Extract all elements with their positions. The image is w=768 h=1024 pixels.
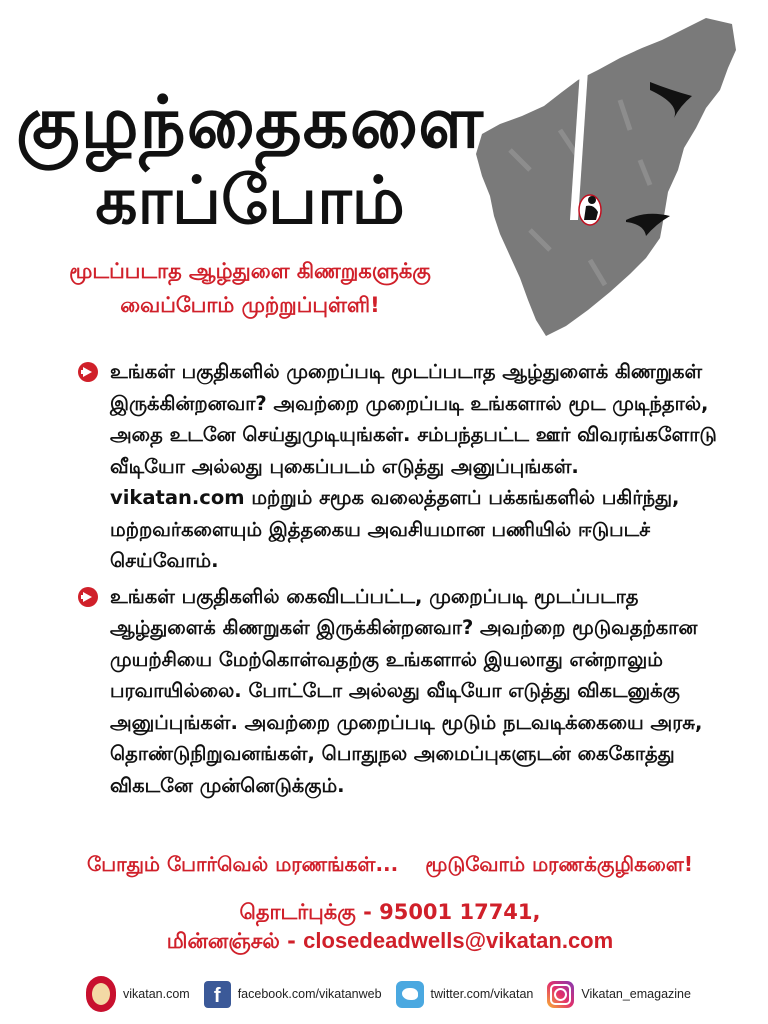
instruction-item-1: [78, 356, 718, 577]
child-figure-head: [588, 196, 596, 204]
footer-label-website: vikatan.com: [123, 987, 190, 1001]
footer-item-facebook[interactable]: [204, 981, 382, 1008]
contact-phone: தொடர்புக்கு - 95001 17741,: [239, 900, 541, 924]
instruction-text-2: உங்கள் பகுதிகளில் கைவிடப்பட்ட, முறைப்படி மூடப்படாத ஆழ்துளைக் கிணறுகள் இருக்கின்றனவா? அவற்றை மூடுவதற்கான முயற்சியை மேற்கொள்வதற்கு உங்களால் இயலாது என்றாலும் பரவாயில்லை. போட்டோ அல்லது வீடியோ எடுத்து விகடனுக்கு அனுப்புங்கள். அவற்றை முறைப்படி மூடும் நடவடிக்கையை அரசு, தொண்டுநிறுவனங்கள், பொதுநல அமைப்புகளுடன் கைகோத்து விகடனே முன்னெடுக்கும்.: [110, 584, 703, 797]
footer-social-bar: [86, 974, 691, 1014]
instruction-item-2: [78, 581, 718, 802]
instruction-text-1: உங்கள் பகுதிகளில் முறைப்படி மூடப்படாத ஆழ்துளைக் கிணறுகள் இருக்கின்றனவா? அவற்றை முறைப்படி உங்களால் மூட முடிந்தால், அதை உடனே செய்துமுடியுங்கள். சம்பந்தபட்ட ஊர் விவரங்களோடு வீடியோ அல்லது புகைப்படம் எடுத்து அனுப்புங்கள். vikatan.com மற்றும் சமூக வலைத்தளப் பக்கங்களில் பகிர்ந்து, மற்றவர்களையும் இத்தகைய அவசியமான பணியில் ஈடுபடச் செய்வோம்.: [110, 360, 717, 572]
poster-title-line2: காப்போம்: [95, 162, 405, 239]
slogan: [70, 852, 710, 879]
poster-title-line1: குழந்தைகளை: [16, 80, 484, 164]
slogan-part1: போதும் போர்வெல் மரணங்கள்...: [87, 852, 399, 876]
twitter-icon: [396, 981, 424, 1008]
footer-label-instagram: Vikatan_emagazine: [581, 987, 691, 1001]
red-arrow-bullet-icon: [78, 362, 98, 382]
vikatan-logo-icon: [86, 976, 116, 1012]
tamil-nadu-map-illustration: [470, 10, 760, 340]
instructions-list: [78, 356, 718, 801]
contact-email-line: [70, 928, 710, 956]
red-arrow-bullet-icon: [78, 587, 98, 607]
subtitle-line2: வைப்போம் முற்றுப்புள்ளி!: [120, 293, 380, 317]
footer-item-website[interactable]: [86, 976, 190, 1012]
email-link[interactable]: closedeadwells@vikatan.com: [303, 928, 614, 953]
footer-item-twitter[interactable]: [396, 981, 534, 1008]
instagram-icon: [547, 981, 574, 1008]
map-shape: [476, 18, 736, 336]
subtitle-line1: மூடப்படாத ஆழ்துளை கிணறுகளுக்கு: [69, 259, 431, 283]
facebook-icon: f: [204, 981, 231, 1008]
email-label: மின்னஞ்சல் -: [166, 929, 304, 953]
slogan-part2: மூடுவோம் மரணக்குழிகளை!: [425, 852, 693, 876]
footer-label-twitter: twitter.com/vikatan: [430, 987, 534, 1001]
footer-item-instagram[interactable]: [547, 981, 691, 1008]
footer-label-facebook: facebook.com/vikatanweb: [237, 987, 382, 1001]
